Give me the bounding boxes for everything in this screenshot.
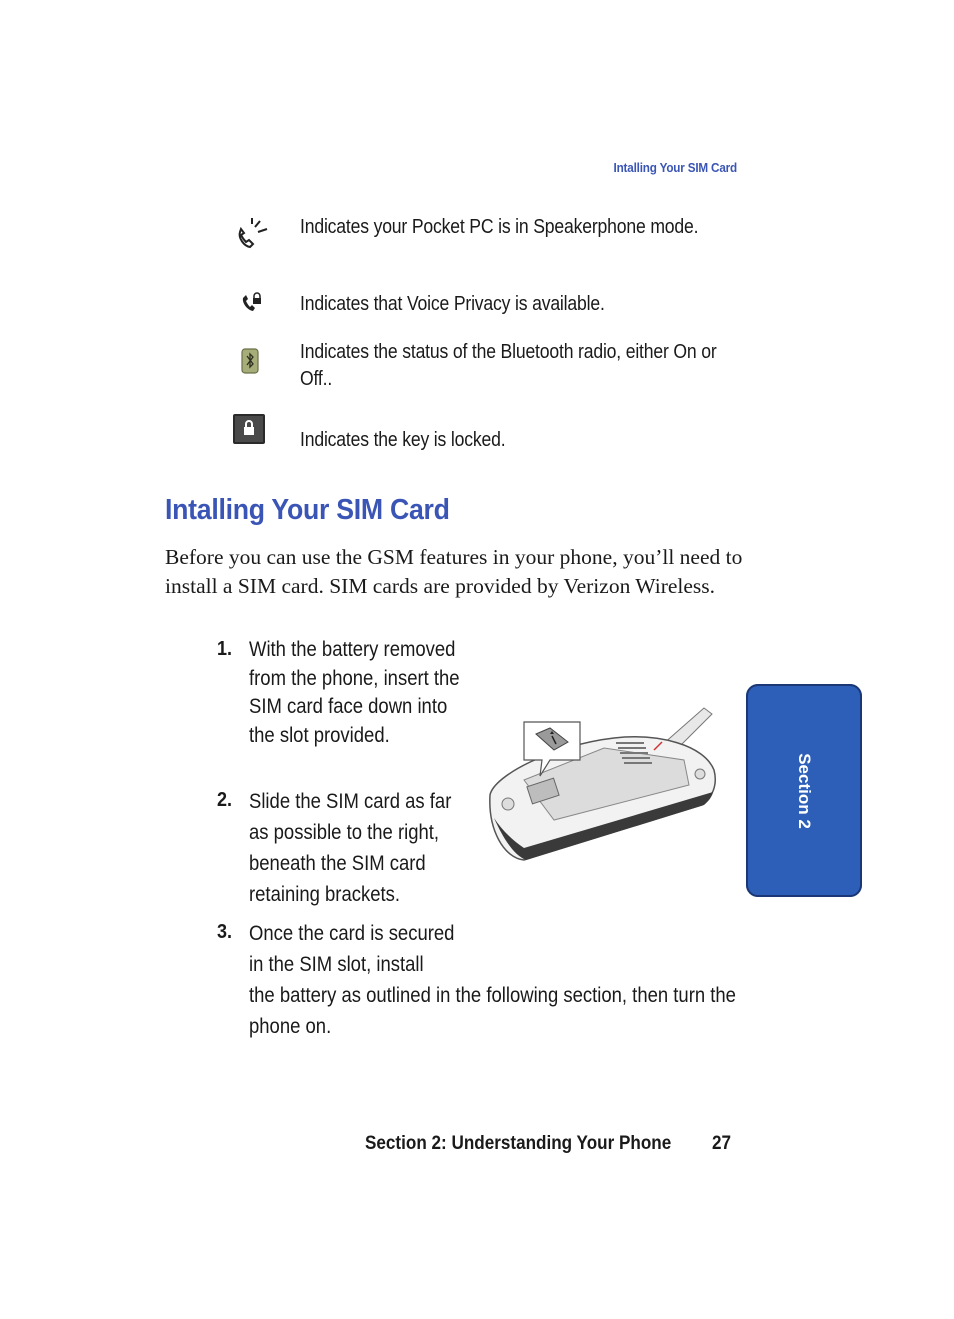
intro-paragraph: Before you can use the GSM features in your phone, you’ll need to install a SIM card. SIM cards are provided by Verizon Wireless.	[165, 545, 743, 598]
speakerphone-icon	[234, 216, 270, 252]
speakerphone-description: Indicates your Pocket PC is in Speakerphone mode.	[300, 216, 699, 238]
bluetooth-icon	[241, 348, 259, 374]
footer-title: Section 2: Understanding Your Phone	[365, 1133, 672, 1154]
step-3-text-a: Once the card is secured in the SIM slot, install	[249, 922, 455, 976]
step-3-number: 3.	[217, 921, 233, 943]
section-tab-label: Section 2	[795, 752, 814, 829]
step-2-number: 2.	[217, 789, 233, 811]
bluetooth-description: Indicates the status of the Bluetooth radio, either On or Off..	[300, 341, 717, 390]
running-header: Intalling Your SIM Card	[613, 160, 737, 175]
step-1-text: With the battery removed from the phone, insert the SIM card face down into the slot provided.	[249, 638, 460, 748]
page-number: 27	[712, 1133, 732, 1154]
key-lock-icon	[233, 414, 265, 444]
step-2-text: Slide the SIM card as far as possible to the right, beneath the SIM card retaining brackets.	[249, 790, 452, 906]
step-1-number: 1.	[217, 638, 233, 660]
key-lock-description: Indicates the key is locked.	[300, 429, 506, 451]
section-tab	[746, 684, 862, 897]
section-heading: Intalling Your SIM Card	[165, 494, 450, 526]
phone-sim-illustration	[484, 700, 719, 865]
voice-privacy-icon	[240, 292, 264, 316]
step-3-text-b: the battery as outlined in the following section, then turn the phone on.	[249, 984, 736, 1038]
voice-privacy-description: Indicates that Voice Privacy is available.	[300, 293, 605, 315]
